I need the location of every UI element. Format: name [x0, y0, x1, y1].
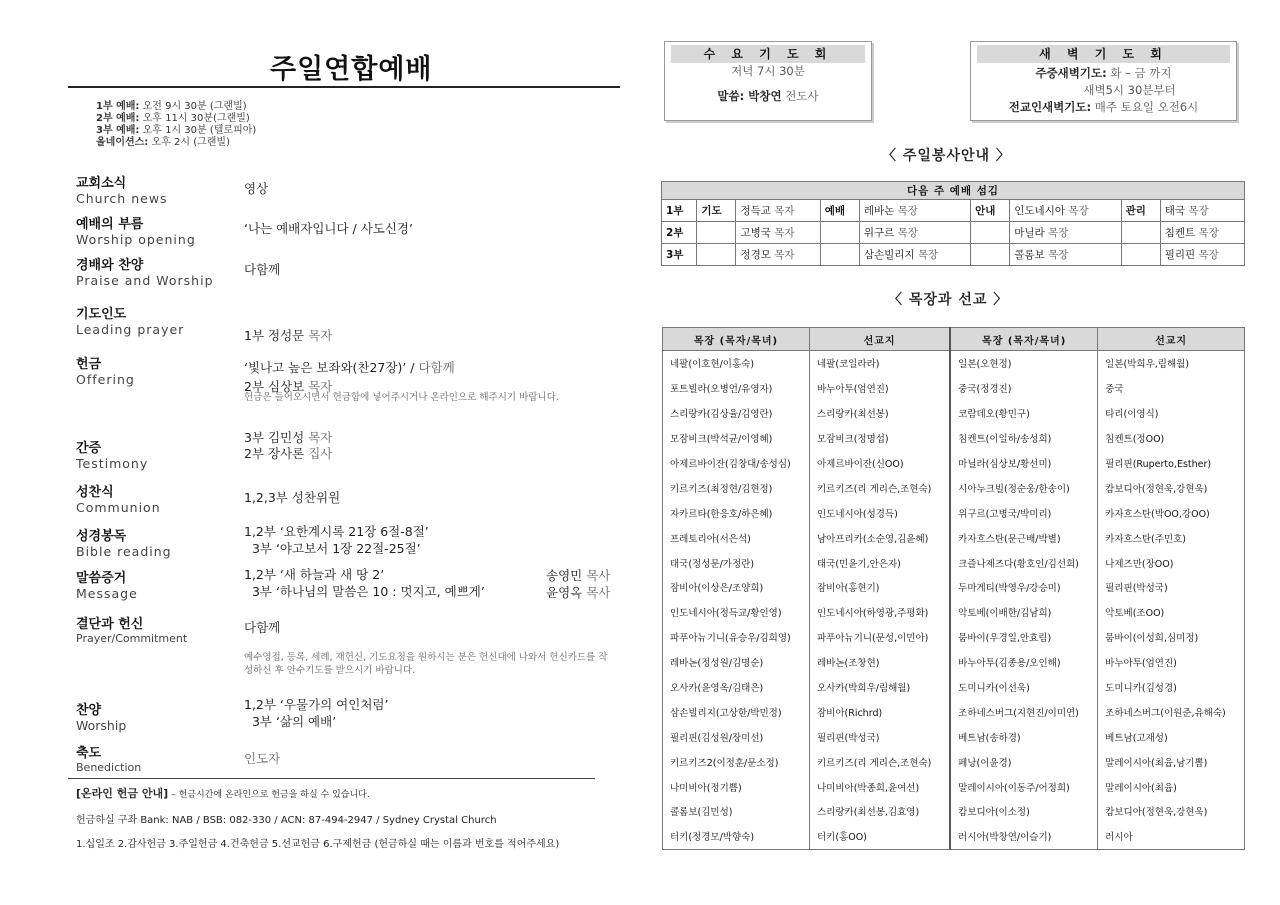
- dawn-all: [971, 99, 1236, 116]
- order-content: 1,2,3부 성찬위원: [244, 490, 341, 505]
- mission-group-cell: 파푸아뉴기니(유승우/김희영): [663, 625, 810, 650]
- service-cell: [1010, 222, 1121, 244]
- mission-header-row: [663, 328, 1245, 351]
- mission-group-cell: 크즐나제즈다(황호인/김선희): [950, 550, 1098, 575]
- mission-group-cell: 말레이시아(이동주/어정희): [950, 774, 1098, 799]
- service-title: 목장: [1198, 249, 1219, 261]
- mission-row: [663, 351, 1245, 376]
- commitment-note: 예수영접, 등록, 세례, 재헌신, 기도요청을 원하시는 분은 헌신대에 나와서 헌신카드를 작성하신 후 안수기도를 받으시기 바랍니다.: [244, 652, 608, 676]
- speaker-title: 목사: [586, 568, 611, 583]
- service-role: 예배: [820, 200, 859, 222]
- order-content: 다함께: [244, 262, 281, 277]
- mission-group-cell: 프레토리아(서은석): [663, 525, 810, 550]
- mission-field-cell: 키르키즈(리 게리슨,조현숙): [809, 475, 950, 500]
- order-title-ko: 축도: [76, 746, 102, 761]
- mission-row: [663, 575, 1245, 600]
- mission-field-cell: 인도네시아(성경득): [809, 500, 950, 525]
- mission-field-cell: 말레이시아(최윱,남기뽑): [1098, 749, 1245, 774]
- mission-row: [663, 824, 1245, 849]
- wednesday-speaker-title: 전도사: [785, 89, 819, 103]
- order-content: [244, 359, 455, 376]
- online-heading: [온라인 헌금 안내]: [76, 787, 169, 800]
- mission-group-cell: 위구르(고병국/박미리): [950, 500, 1098, 525]
- service-name: 위구르: [863, 227, 895, 239]
- service-time-label: 1부 예배:: [96, 101, 140, 112]
- mission-field-cell: 모잠비크(정명섭): [809, 426, 950, 451]
- mission-group-cell: 키르키즈2(이정훈/문소정): [663, 749, 810, 774]
- mission-field-cell: 잠비아(Richrd): [809, 699, 950, 724]
- order-item-commitment: [76, 613, 616, 676]
- mission-row: [663, 525, 1245, 550]
- order-title-ko: 결단과 헌신: [76, 617, 144, 632]
- mission-field-cell: 중국: [1098, 376, 1245, 401]
- service-role: 관리: [1121, 200, 1160, 222]
- offering-types: 1.십일조 2.감사헌금 3.주일헌금 4.건축헌금 5.선교헌금 6.구제헌금 (헌금하실 때는 이름과 번호를 적어주세요): [76, 839, 560, 850]
- order-title-ko: 기도인도: [76, 307, 127, 322]
- order-title-ko: 성찬식: [76, 485, 114, 500]
- mission-group-cell: 필리핀(김성원/장미선): [663, 724, 810, 749]
- service-cell: [859, 200, 970, 222]
- order-item-church-news: [76, 172, 616, 206]
- service-name: 콜롬보: [1014, 249, 1045, 261]
- service-row: [662, 244, 1245, 266]
- order-item-communion: [76, 481, 616, 515]
- mission-row: [663, 600, 1245, 625]
- service-section-title: 〈 주일봉사안내 〉: [882, 148, 1011, 164]
- dawn-prayer-box: [970, 41, 1237, 121]
- service-name: 침켄트: [1164, 227, 1196, 239]
- mission-field-cell: 스리랑카(최선봉): [809, 401, 950, 426]
- mission-group-cell: 콜롬보(김민성): [663, 799, 810, 824]
- mission-header: 목장 (목자/목녀): [663, 328, 810, 351]
- order-title-en: Offering: [76, 372, 135, 387]
- mission-group-cell: 나미비아(정기쁨): [663, 774, 810, 799]
- prayer-leader-name: 1부 정성문: [244, 328, 305, 343]
- mission-field-cell: 악토베(조OO): [1098, 600, 1245, 625]
- bank-info: 헌금하실 구좌 Bank: NAB / BSB: 082-330 / ACN: 87-494-2947 / Sydney Crystal Church: [76, 815, 497, 826]
- online-divider: [68, 778, 595, 779]
- service-title: 목장: [1048, 227, 1069, 239]
- speaker-name: 송영민: [546, 568, 583, 583]
- service-table-heading: 다음 주 예배 섬김: [662, 182, 1245, 200]
- service-row: [662, 222, 1245, 244]
- mission-row: [663, 625, 1245, 650]
- service-name: 필리핀: [1164, 249, 1196, 261]
- mission-field-cell: 나미비아(박종희,윤여선): [809, 774, 950, 799]
- mission-field-cell: 타리(이영식): [1098, 401, 1245, 426]
- prayer-leader-title: 목자: [308, 328, 333, 343]
- mission-field-cell: 러시아: [1098, 824, 1245, 849]
- mission-field-cell: 바누아투(엄연진): [1098, 650, 1245, 675]
- service-cell: [1160, 244, 1244, 266]
- service-title: 목자: [774, 227, 795, 239]
- mission-group-cell: 네팔(이호현/이홍숙): [663, 351, 810, 376]
- mission-group-cell: 키르키즈(최정현/김현정): [663, 475, 810, 500]
- mission-field-cell: 잠비아(홍현기): [809, 575, 950, 600]
- mission-field-cell: 네팔(코일라라): [809, 351, 950, 376]
- offering-hymn: ‘빛나고 높은 보좌와(찬27장)’ /: [244, 360, 415, 375]
- mission-row: [663, 724, 1245, 749]
- order-title-ko: 말씀증거: [76, 571, 127, 586]
- mission-group-cell: 포트빌라(오병언/유영자): [663, 376, 810, 401]
- wednesday-speaker: [665, 88, 871, 105]
- mission-field-cell: 파푸아뉴기니(문성,이민아): [809, 625, 950, 650]
- mission-row: [663, 376, 1245, 401]
- order-title-en: Bible reading: [76, 544, 172, 559]
- mission-row: [663, 774, 1245, 799]
- mission-row: [663, 675, 1245, 700]
- mission-header: 목장 (목자/목녀): [950, 328, 1098, 351]
- dawn-weekday-time: 새벽5시 30분부터: [1083, 83, 1176, 97]
- order-content: ‘나는 예배자입니다 / 사도신경’: [244, 221, 413, 236]
- dawn-weekday-label: 주중새벽기도:: [1035, 66, 1107, 80]
- service-part: 2부: [662, 222, 697, 244]
- order-item-message: [76, 567, 616, 601]
- mission-group-cell: 잠비아(이상은/조양희): [663, 575, 810, 600]
- mission-field-cell: 베트남(고재성): [1098, 724, 1245, 749]
- dawn-weekday-value: 화 – 금 까지: [1110, 66, 1172, 80]
- mission-group-cell: 일본(오현정): [950, 351, 1098, 376]
- mission-group-cell: 스리랑카(김상율/김영란): [663, 401, 810, 426]
- mission-field-cell: 키르키즈(리 게리슨,조현숙): [809, 749, 950, 774]
- service-name: 마닐라: [1014, 227, 1045, 239]
- order-title-en: Message: [76, 586, 138, 601]
- order-item-praise: [76, 254, 616, 288]
- online-offering-info: [76, 786, 596, 853]
- speaker-name: 윤영옥: [546, 585, 583, 600]
- order-title-en: Praise and Worship: [76, 273, 214, 288]
- mission-field-cell: 말레이시아(최윱): [1098, 774, 1245, 799]
- order-title-en: Worship: [76, 718, 127, 733]
- service-title: 목자: [774, 205, 795, 217]
- service-name: 태국: [1164, 205, 1186, 217]
- service-time-value: 오후 11시 30분(그랜빌): [142, 113, 250, 124]
- mission-row: [663, 451, 1245, 476]
- mission-field-cell: 오사카(박희우/림해월): [809, 675, 950, 700]
- mission-field-cell: 바누아투(엄연진): [809, 376, 950, 401]
- mission-group-cell: 시아누크빌(정순웅/한송이): [950, 475, 1098, 500]
- dawn-all-value: 매주 토요일 오전6시: [1094, 100, 1199, 114]
- mission-group-cell: 삼손빌리지(고상한/박민정): [663, 699, 810, 724]
- service-title: 목자: [774, 249, 795, 261]
- service-time-row: [96, 113, 256, 125]
- testimony-title: 집사: [308, 446, 333, 461]
- service-time-row: [96, 137, 256, 149]
- mission-group-cell: 베트남(송하경): [950, 724, 1098, 749]
- mission-field-cell: 필리핀(박성국): [1098, 575, 1245, 600]
- order-title-en: Leading prayer: [76, 322, 185, 337]
- service-name: 삼손빌리지: [863, 249, 915, 261]
- order-title-en: Church news: [76, 191, 168, 206]
- service-time-value: 오후 2시 (그랜빌): [151, 137, 230, 148]
- service-cell: [736, 244, 820, 266]
- order-item-worship-opening: [76, 213, 616, 247]
- service-time-value: 오후 1시 30분 (텔로피아): [142, 125, 257, 136]
- mission-group-cell: 두마게티(박영우/강승미): [950, 575, 1098, 600]
- order-item-testimony: [76, 437, 616, 471]
- service-title: 목장: [897, 205, 918, 217]
- order-content: 1,2부 ‘새 하늘과 새 땅 2’ 3부 ‘하나님의 말씀은 10 : 멋지고, 예쁘게’: [244, 567, 485, 599]
- service-title: 목장: [1188, 205, 1209, 217]
- service-time-row: [96, 101, 256, 113]
- wednesday-prayer-box: [664, 41, 872, 121]
- mission-group-cell: 중국(정경진): [950, 376, 1098, 401]
- prayer-leader-name: 3부 김민성: [244, 430, 305, 445]
- mission-section-title: 〈 목장과 선교 〉: [888, 292, 1009, 308]
- mission-field-cell: 캄보디아(정현욱,강현욱): [1098, 799, 1245, 824]
- mission-row: [663, 475, 1245, 500]
- service-cell: [1160, 222, 1244, 244]
- mission-field-cell: 필리핀(박성국): [809, 724, 950, 749]
- dawn-weekday: [971, 65, 1236, 82]
- mission-row: [663, 401, 1245, 426]
- mission-field-cell: 조하네스버그(이원준,유해숙): [1098, 699, 1245, 724]
- service-part: 3부: [662, 244, 697, 266]
- service-part: 1부: [662, 200, 697, 222]
- order-title-ko: 성경봉독: [76, 529, 127, 544]
- mission-field-cell: 나제즈만(장OO): [1098, 550, 1245, 575]
- service-times: [96, 101, 256, 149]
- mission-group-cell: 태국(정성문/가정란): [663, 550, 810, 575]
- service-time-label: 2부 예배:: [96, 113, 140, 124]
- mission-group-cell: 모잠비크(박석균/이영혜): [663, 426, 810, 451]
- service-name: 정득교: [740, 205, 771, 217]
- mission-field-cell: 터키(홍OO): [809, 824, 950, 849]
- order-content: 인도자: [244, 751, 281, 766]
- mission-row: [663, 749, 1245, 774]
- mission-field-cell: 레바논(조창현): [809, 650, 950, 675]
- order-title-ko: 찬양: [76, 703, 102, 718]
- service-time-value: 오전 9시 30분 (그랜빌): [142, 101, 247, 112]
- order-content: 영상: [244, 181, 269, 196]
- prayer-leader-name: 2부 심상보: [244, 379, 305, 394]
- mission-group-cell: 인도네시아(정득교/황인영): [663, 600, 810, 625]
- service-cell: [859, 244, 970, 266]
- mission-field-cell: 남아프리카(소순영,김윤혜): [809, 525, 950, 550]
- mission-header: 선교지: [1098, 328, 1245, 351]
- offering-note: 헌금은 들어오시면서 헌금함에 넣어주시거나 온라인으로 해주시기 바랍니다.: [244, 392, 559, 403]
- order-title-en: Benediction: [76, 761, 142, 774]
- mission-field-cell: 뭄바이(이성희,심미정): [1098, 625, 1245, 650]
- mission-group-cell: 악토베(이배한/김남희): [950, 600, 1098, 625]
- mission-field-cell: 침켄트(정OO): [1098, 426, 1245, 451]
- order-title-ko: 헌금: [76, 357, 102, 372]
- order-title-ko: 교회소식: [76, 176, 127, 191]
- service-cell: [736, 200, 820, 222]
- mission-group-cell: 아제르바이잔(김창대/송성심): [663, 451, 810, 476]
- service-cell: [736, 222, 820, 244]
- order-item-worship: [76, 699, 616, 733]
- service-cell: [1010, 244, 1121, 266]
- mission-field-cell: 아제르바이잔(신OO): [809, 451, 950, 476]
- service-time-label: 올네이션스:: [96, 137, 149, 148]
- order-title-ko: 경배와 찬양: [76, 258, 144, 273]
- mission-group-cell: 뭄바이(우경일,안효림): [950, 625, 1098, 650]
- mission-row: [663, 799, 1245, 824]
- page-title: 주일연합예배: [270, 54, 433, 85]
- mission-field-cell: 카자흐스탄(박OO,강OO): [1098, 500, 1245, 525]
- service-time-label: 3부 예배:: [96, 125, 140, 136]
- service-role: 기도: [697, 200, 736, 222]
- online-heading-line: [76, 786, 596, 803]
- mission-group-cell: 바누아투(김종용/오인해): [950, 650, 1098, 675]
- title-divider: [68, 86, 620, 88]
- order-item-offering: [76, 353, 616, 403]
- mission-row: [663, 500, 1245, 525]
- speaker-title: 목사: [586, 585, 611, 600]
- mission-group-cell: 페낭(이윤경): [950, 749, 1098, 774]
- mission-row: [663, 426, 1245, 451]
- service-row: [662, 200, 1245, 222]
- message-speaker: [546, 583, 610, 601]
- service-title: 목장: [917, 249, 939, 261]
- mission-row: [663, 650, 1245, 675]
- mission-group-cell: 러시아(박창연/이슬기): [950, 824, 1098, 849]
- testimony-name: 2부 장사론: [244, 446, 305, 461]
- mission-group-cell: 마닐라(심상보/황선미): [950, 451, 1098, 476]
- order-title-en: Testimony: [76, 456, 149, 471]
- service-role: 안내: [971, 200, 1010, 222]
- wednesday-speaker-name: 말씀: 박창연: [717, 89, 782, 103]
- mission-field-cell: 카자흐스탄(주민호): [1098, 525, 1245, 550]
- mission-group-cell: 오사카(윤영옥/김태은): [663, 675, 810, 700]
- mission-group-cell: 코람데오(황민구): [950, 401, 1098, 426]
- mission-group-cell: 조하네스버그(지현진/이미연): [950, 699, 1098, 724]
- service-cell: [1160, 200, 1244, 222]
- service-title: 목장: [1068, 205, 1089, 217]
- offering-participants: 다함께: [418, 360, 455, 375]
- order-content: 다함께: [244, 620, 281, 635]
- service-name: 레바논: [863, 205, 895, 217]
- service-cell: [859, 222, 970, 244]
- mission-group-cell: 침켄트(이일하/송성희): [950, 426, 1098, 451]
- mission-row: [663, 550, 1245, 575]
- prayer-leader-title: 목자: [308, 430, 333, 445]
- prayer-leader-line: [244, 327, 332, 344]
- service-name: 고병국: [740, 227, 771, 239]
- order-title-ko: 간증: [76, 441, 102, 456]
- mission-group-cell: 도미니카(이선욱): [950, 675, 1098, 700]
- message-speaker: [546, 566, 610, 584]
- order-title-en: Communion: [76, 500, 161, 515]
- mission-field-cell: 캄보디아(정현욱,강현욱): [1098, 475, 1245, 500]
- mission-group-cell: 캄보디아(이소정): [950, 799, 1098, 824]
- mission-header: 선교지: [809, 328, 950, 351]
- mission-group-cell: 레바논(정성원/김명순): [663, 650, 810, 675]
- mission-table: [662, 327, 1245, 850]
- order-title-en: Worship opening: [76, 232, 196, 247]
- service-name: 인도네시아: [1014, 205, 1065, 217]
- mission-group-cell: 자카르타(한응호/하은혜): [663, 500, 810, 525]
- mission-field-cell: 인도네시아(하영광,주평화): [809, 600, 950, 625]
- order-item-bible-reading: [76, 525, 616, 559]
- order-content: [244, 445, 332, 462]
- service-time-row: [96, 125, 256, 137]
- service-table: [661, 181, 1245, 266]
- order-title-ko: 예배의 부름: [76, 217, 144, 232]
- service-title: 목장: [1198, 227, 1219, 239]
- service-title: 목장: [1048, 249, 1069, 261]
- mission-row: [663, 699, 1245, 724]
- dawn-heading: 새 벽 기 도 회: [977, 45, 1230, 63]
- online-heading-desc: – 헌금시간에 온라인으로 헌금을 하실 수 있습니다.: [171, 790, 370, 800]
- order-content: 1,2부 ‘우물가의 여인처럼’ 3부 ‘삶의 예배’: [244, 697, 389, 729]
- service-name: 정경모: [740, 249, 771, 261]
- mission-group-cell: 카자흐스탄(문근배/박별): [950, 525, 1098, 550]
- mission-field-cell: 스리랑카(최선봉,김효영): [809, 799, 950, 824]
- mission-field-cell: 일본(박희우,림해월): [1098, 351, 1245, 376]
- wednesday-time: 저녁 7시 30분: [731, 64, 805, 78]
- wednesday-heading: 수 요 기 도 회: [671, 45, 865, 63]
- order-content: 1,2부 ‘요한계시록 21장 6절-8절’ 3부 ‘야고보서 1장 22절-25절’: [244, 524, 429, 556]
- service-cell: [1010, 200, 1121, 222]
- dawn-all-label: 전교인새벽기도:: [1008, 100, 1092, 114]
- prayer-leader-title: 목자: [308, 379, 333, 394]
- order-item-benediction: [76, 742, 616, 774]
- mission-group-cell: 터키(정경모/박향숙): [663, 824, 810, 849]
- order-title-en: Prayer/Commitment: [76, 632, 188, 645]
- mission-field-cell: 태국(민윤기,안은자): [809, 550, 950, 575]
- service-title: 목장: [897, 227, 918, 239]
- mission-field-cell: 필리핀(Ruperto,Esther): [1098, 451, 1245, 476]
- mission-field-cell: 도미니카(김성경): [1098, 675, 1245, 700]
